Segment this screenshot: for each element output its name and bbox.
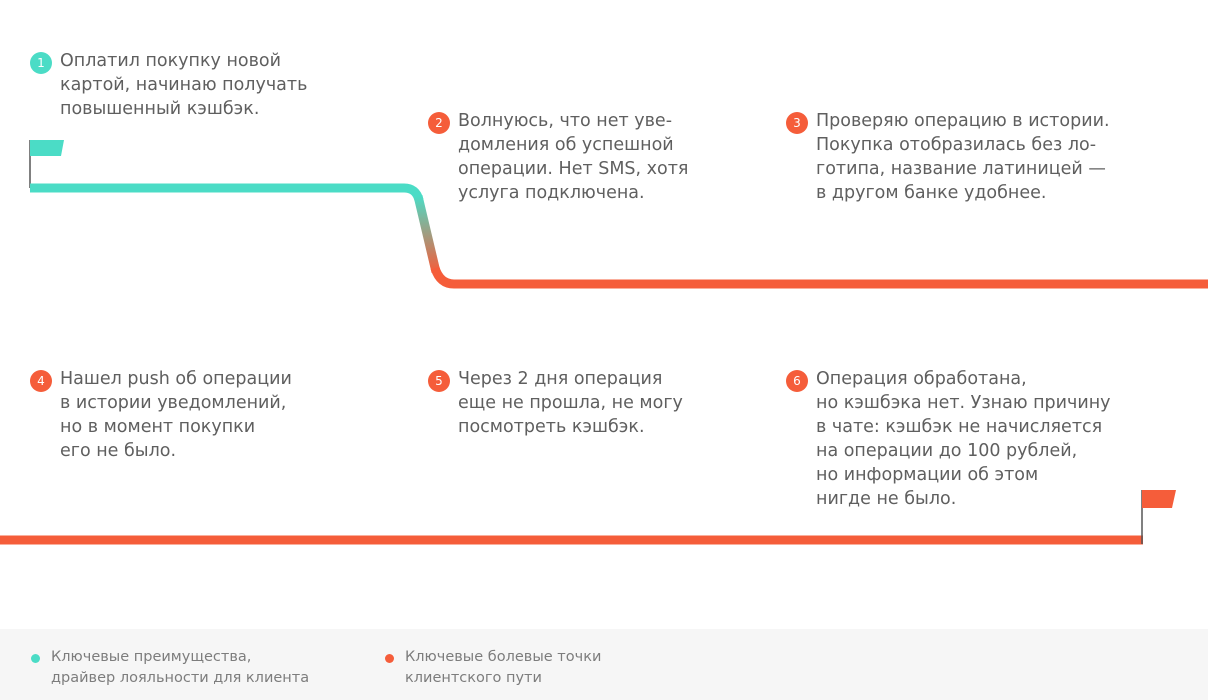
step-number-badge: 1 [30, 52, 52, 74]
step-number-badge: 5 [428, 370, 450, 392]
pain-path-segment-top [435, 268, 1208, 284]
step-description: Операция обработана, но кэшбэка нет. Узнаю причину в чате: кэшбэк не начисляется на операции до 100 рублей, но информации об этом нигде не было. [816, 369, 1111, 509]
positive-path-segment [30, 188, 419, 200]
transition-path-segment [418, 196, 436, 272]
legend-item-advantages [31, 647, 309, 689]
step-number-badge: 6 [786, 370, 808, 392]
step-description: Нашел push об операции в истории уведомлений, но в момент покупки его не было. [60, 369, 292, 461]
legend-label: Ключевые преимущества, драйвер лояльности для клиента [51, 649, 310, 686]
journey-step-2 [428, 109, 688, 205]
journey-step-6 [786, 367, 1111, 511]
step-number-badge: 3 [786, 112, 808, 134]
end-flag [1142, 490, 1176, 508]
step-description: Через 2 дня операция еще не прошла, не могу посмотреть кэшбэк. [458, 369, 683, 437]
step-number-badge: 2 [428, 112, 450, 134]
step-number-badge: 4 [30, 370, 52, 392]
journey-step-3 [786, 109, 1110, 205]
step-description: Оплатил покупку новой картой, начинаю получать повышенный кэшбэк. [60, 51, 308, 119]
legend [0, 629, 1208, 700]
journey-step-4 [30, 367, 292, 463]
journey-step-1 [30, 49, 307, 121]
start-flag [30, 140, 64, 156]
journey-step-5 [428, 367, 683, 439]
legend-label: Ключевые болевые точки клиентского пути [405, 649, 602, 686]
legend-dot-good [31, 654, 40, 663]
step-description: Проверяю операцию в истории. Покупка отобразилась без ло- готипа, название латиницей — в другом банке удобнее. [816, 111, 1110, 203]
legend-dot-pain [385, 654, 394, 663]
legend-item-pain-points [385, 647, 601, 689]
step-description: Волнуюсь, что нет уве- домления об успешной операции. Нет SMS, хотя услуга подключена. [458, 111, 689, 203]
